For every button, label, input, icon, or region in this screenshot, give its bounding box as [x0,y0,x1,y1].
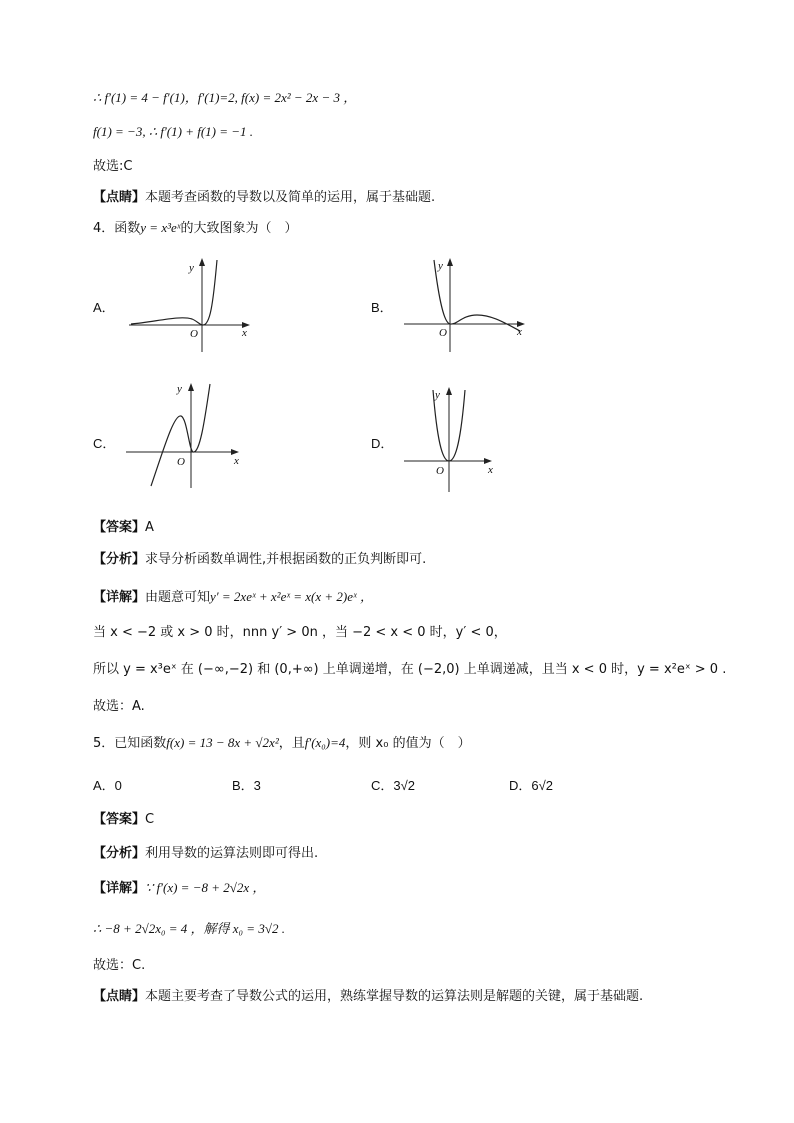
graph-option-b [402,255,532,355]
question-5-stem [93,734,471,753]
question-5-function: f(x) = 13 − 8x + √2x² [166,735,279,750]
choose-line-q3: 故选:C [93,159,133,174]
option-c-label: C． [93,436,116,451]
y-axis-arrow-icon [199,258,205,266]
comment-text: 本题主要考查了导数公式的运用，熟练掌握导数的运算法则是解题的关键，属于基础题. [145,989,644,1004]
origin-label: O [190,328,198,340]
graph-option-d [402,384,532,494]
choose-line-q5: 故选：C. [93,958,146,973]
detail-formula: ∵ f′(x) = −8 + 2√2x ， [145,880,266,895]
answer-value: C [145,812,155,827]
question-number: 4．函数 [93,221,141,236]
analysis-line-q4 [93,551,426,569]
answer-value: A [145,520,154,535]
formula-line-1: ∴ f′(1) = 4 − f′(1)，f′(1)=2, f(x) = 2x² − 2x − 3 ， [93,90,357,105]
choose-line-q4: 故选：A. [93,699,145,714]
choice-b: B．3 [232,778,261,793]
analysis-text: 求导分析函数单调性,并根据函数的正负判断即可. [145,552,427,567]
y-label: y [177,383,182,395]
solve-formula: ∴ −8 + 2√2x₀ = 4 ，解得 x₀ = 3√2 . [93,921,285,936]
graph-option-a [125,255,255,355]
comment-line-q5 [93,988,643,1006]
curve [131,260,217,325]
origin-label: O [439,327,447,339]
answer-line-q5 [93,811,154,829]
x-label: x [242,327,247,339]
y-label: y [438,260,443,272]
comment-tag: 【点睛】 [93,190,146,205]
detail-line-q5 [93,879,265,898]
y-label: y [189,262,194,274]
y-axis-arrow-icon [446,387,452,395]
curve [151,384,210,486]
y-axis-arrow-icon [447,258,453,266]
detail-prefix: 由题意可知 [145,590,211,605]
answer-tag: 【答案】 [93,520,146,535]
x-label: x [234,455,239,467]
analysis-line-q5 [93,845,318,863]
detail-tag: 【详解】 [93,590,146,605]
y-label: y [435,389,440,401]
option-d-label: D． [371,436,394,451]
choice-c: C．3√2 [371,778,415,793]
option-b-label: B． [371,300,393,315]
detail-line-q4 [93,588,373,607]
answer-tag: 【答案】 [93,812,146,827]
monotonic-line-q4: 所以 y = x³eˣ 在 (−∞,−2) 和 (0,+∞) 上单调递增，在 (−2,0) 上单调递减，且当 x < 0 时，y = x²eˣ > 0 . [93,662,727,677]
question-5-prefix: 5．已知函数 [93,736,167,751]
choice-a: A．0 [93,778,122,793]
origin-label: O [177,456,185,468]
question-text: 的大致图象为（ ） [180,221,298,236]
choice-d: D．6√2 [509,778,553,793]
analysis-tag: 【分析】 [93,846,146,861]
question-5-end: ，则 x₀ 的值为（ ） [345,736,471,751]
question-4-stem [93,219,297,238]
solve-line-q5 [93,920,285,939]
question-function: y = x³eˣ [140,220,181,235]
answer-line-q4 [93,519,154,537]
y-axis-arrow-icon [188,383,194,391]
curve [434,260,520,331]
analysis-text: 利用导数的运算法则即可得出. [145,846,319,861]
question-5-condition: f′(x₀)=4 [304,735,346,750]
detail-tag: 【详解】 [93,881,146,896]
origin-label: O [436,465,444,477]
question-5-mid: ，且 [278,736,305,751]
formula-line-2: f(1) = −3, ∴ f′(1) + f(1) = −1 . [93,124,254,139]
comment-line-q3 [93,189,435,207]
option-a-label: A． [93,300,115,315]
x-label: x [517,326,522,338]
comment-text: 本题考查函数的导数以及简单的运用，属于基础题. [145,190,436,205]
analysis-tag: 【分析】 [93,552,146,567]
graph-option-c [124,378,254,490]
detail-formula: y′ = 2xeˣ + x²eˣ = x(x + 2)eˣ ， [210,589,373,604]
comment-tag: 【点睛】 [93,989,146,1004]
condition-line-q4: 当 x < −2 或 x > 0 时，nnn y′ > 0n ，当 −2 < x < 0 时，y′ < 0， [93,625,507,640]
x-label: x [488,464,493,476]
